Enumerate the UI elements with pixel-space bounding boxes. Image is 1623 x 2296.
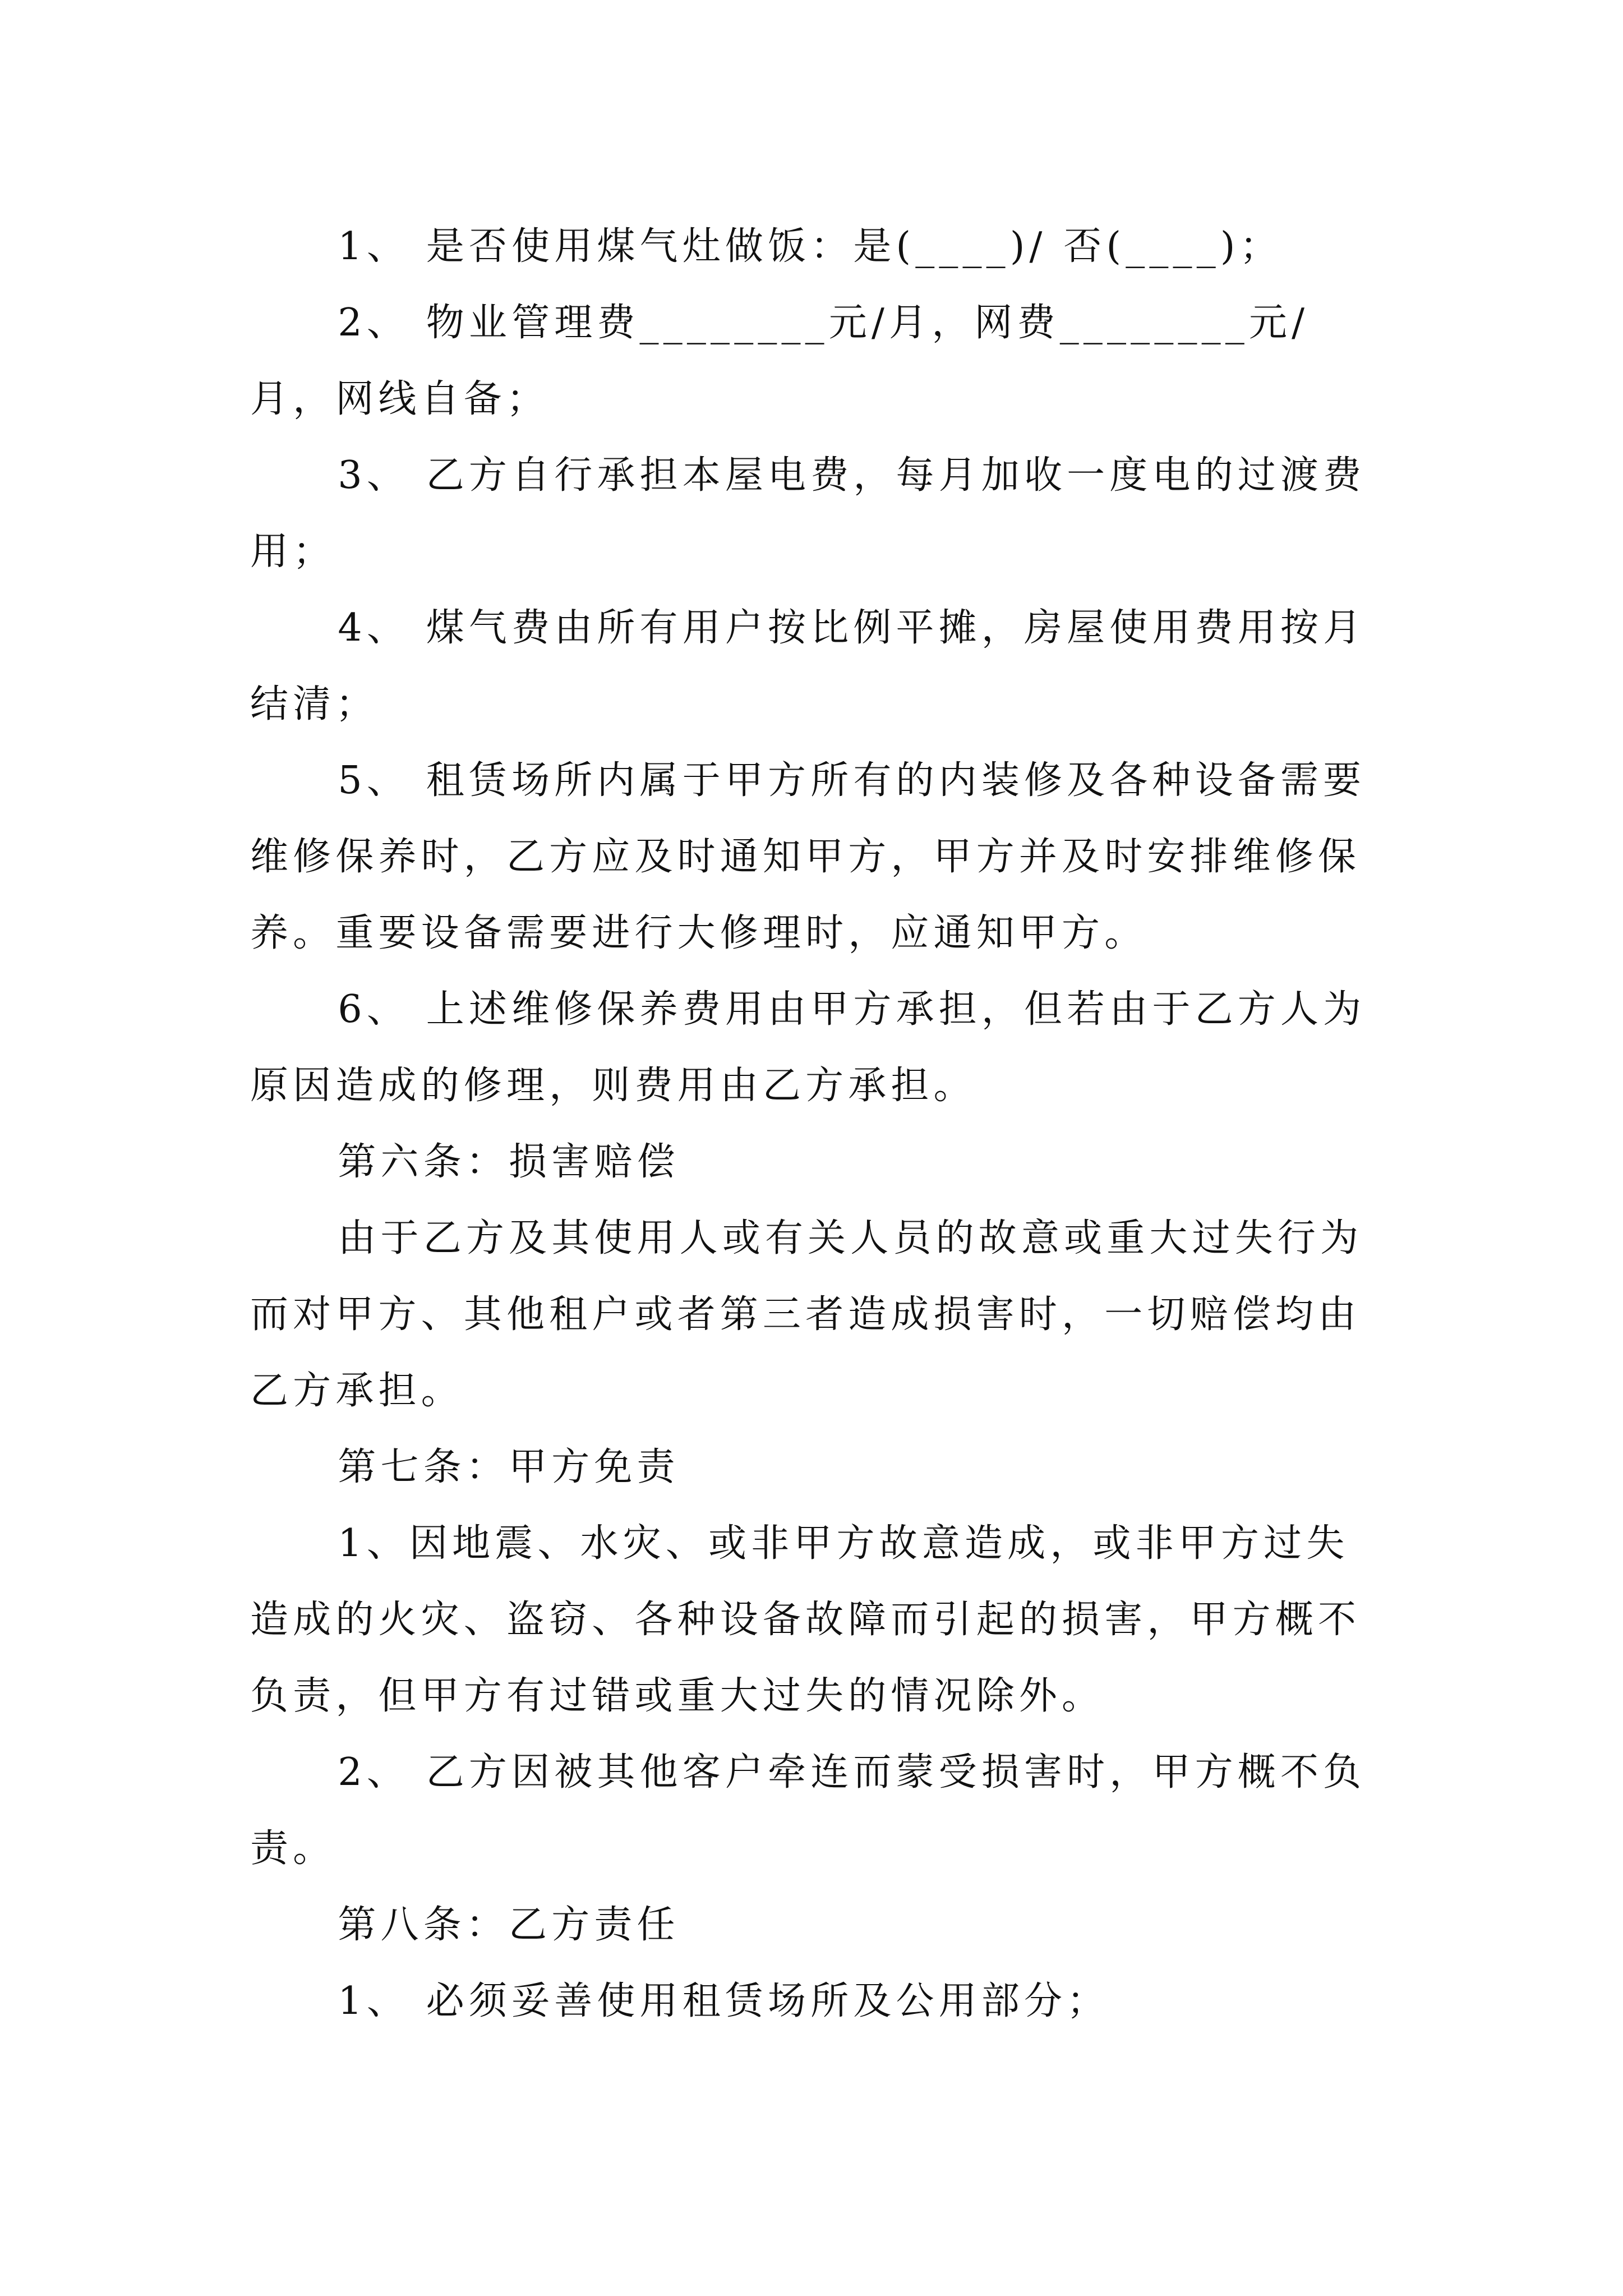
- clause-maintenance: 5、 租赁场所内属于甲方所有的内装修及各种设备需要维修保养时，乙方应及时通知甲方，甲方并及时安排维修保养。重要设备需要进行大修理时，应通知甲方。: [250, 758, 1366, 955]
- document-body: [250, 209, 1389, 2040]
- article-6-text: 由于乙方及其使用人或有关人员的故意或重大过失行为而对甲方、其他租户或者第三者造成损害时，一切赔偿均由乙方承担。: [250, 1216, 1363, 1413]
- article-7-heading: 第七条：甲方免责: [338, 1445, 680, 1489]
- clause-gas-stove: 1、 是否使用煤气灶做饭：是(____)/ 否(____)；: [338, 224, 1283, 269]
- clause-gas-fee: 4、 煤气费由所有用户按比例平摊，房屋使用费用按月结清；: [250, 606, 1366, 726]
- clause-electricity: 3、 乙方自行承担本屋电费，每月加收一度电的过渡费用；: [250, 453, 1366, 574]
- article-7-item-1: 1、因地震、水灾、或非甲方故意造成，或非甲方过失造成的火灾、盗窃、各种设备故障而引起的损害，甲方概不负责，但甲方有过错或重大过失的情况除外。: [250, 1521, 1361, 1718]
- clause-maintenance-cost: 6、 上述维修保养费用由甲方承担，但若由于乙方人为原因造成的修理，则费用由乙方承担。: [250, 987, 1366, 1108]
- article-8-heading: 第八条：乙方责任: [338, 1903, 680, 1947]
- article-6-heading: 第六条：损害赔偿: [338, 1140, 680, 1184]
- article-7-item-2: 2、 乙方因被其他客户牵连而蒙受损害时，甲方概不负责。: [250, 1750, 1366, 1871]
- clause-management-fee: 2、 物业管理费________元/月，网费________元/月，网线自备；: [250, 301, 1310, 421]
- article-8-item-1: 1、 必须妥善使用租赁场所及公用部分；: [338, 1979, 1110, 2023]
